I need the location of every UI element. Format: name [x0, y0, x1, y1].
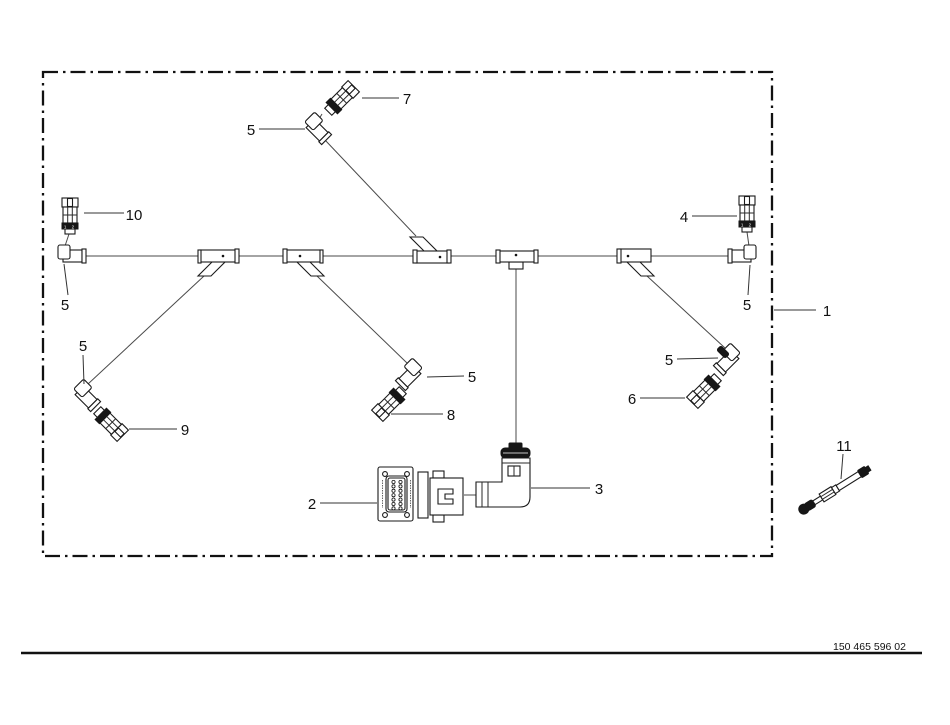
pin-markings-4: 1 2 — [740, 222, 754, 228]
tee-connector-3 — [410, 237, 451, 263]
callout-leaders — [64, 98, 843, 503]
callout-label-3: 3 — [594, 481, 604, 498]
tee-connector-1 — [198, 249, 239, 276]
connector-6 — [687, 372, 724, 409]
callout-label-2: 2 — [307, 496, 317, 513]
callout-label-7: 7 — [402, 91, 412, 108]
leader-5-right-branch — [677, 358, 718, 359]
drawing-number: 150 465 596 02 — [833, 641, 906, 653]
callout-label-5-middle: 5 — [467, 369, 477, 386]
callout-label-5-top: 5 — [246, 122, 256, 139]
connector-9 — [92, 405, 129, 442]
cable-assembly-11 — [797, 464, 872, 516]
callout-label-1: 1 — [822, 303, 832, 320]
branch-wire-top — [325, 140, 416, 236]
callout-label-6: 6 — [627, 391, 637, 408]
callout-labels — [61, 91, 852, 513]
connector-8 — [372, 385, 409, 422]
callout-label-4: 4 — [679, 209, 689, 226]
leader-11 — [841, 454, 843, 479]
callout-label-5-left: 5 — [60, 297, 70, 314]
callout-label-5-right: 5 — [742, 297, 752, 314]
connector-7 — [323, 81, 360, 118]
leader-5-middle — [427, 376, 464, 377]
callout-label-8: 8 — [446, 407, 456, 424]
elbow-fitting-right — [728, 245, 756, 263]
harness-wires — [65, 114, 752, 495]
branch-wire-middle — [317, 276, 407, 363]
tee-connector-2 — [283, 249, 324, 276]
callout-label-5-right-branch: 5 — [664, 352, 674, 369]
leader-5-left — [64, 264, 68, 295]
pin-markings-10: 1 2 — [63, 224, 77, 230]
callout-label-10: 10 — [125, 207, 143, 224]
elbow-fitting-top — [302, 112, 335, 145]
callout-label-11: 11 — [836, 438, 852, 455]
elbow-fitting-right-branch — [711, 343, 744, 376]
stub-wire-10 — [65, 234, 69, 246]
flange-connector-2 — [378, 467, 413, 521]
tee-connector-5 — [617, 249, 654, 276]
tee-connector-4 — [496, 250, 538, 269]
branch-wire-lower-left — [88, 276, 204, 384]
page-footer — [21, 641, 922, 653]
elbow-fitting-lower-left — [71, 379, 104, 412]
mating-housing — [418, 471, 463, 522]
callout-label-5-lower-left: 5 — [78, 338, 88, 355]
elbow-fitting-middle — [393, 358, 426, 391]
angle-connector-3 — [476, 443, 530, 507]
leader-5-right — [748, 265, 750, 295]
elbow-fitting-left — [58, 245, 86, 263]
branch-wire-right — [647, 276, 725, 348]
stub-wire-4 — [747, 232, 749, 246]
callout-label-9: 9 — [180, 422, 190, 439]
